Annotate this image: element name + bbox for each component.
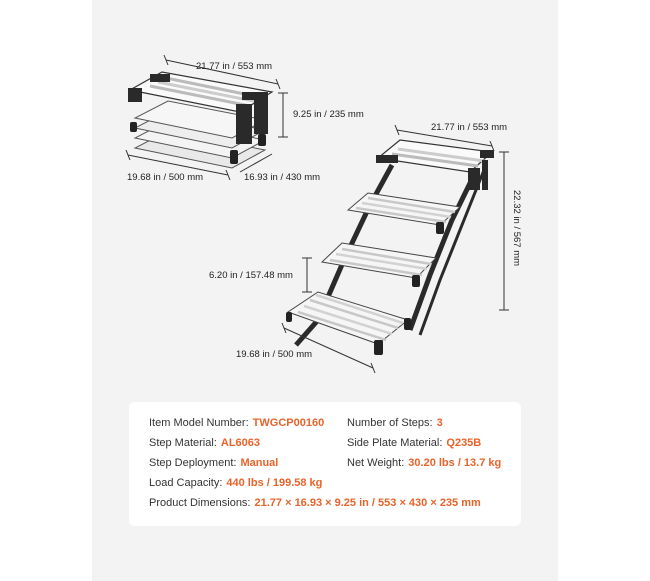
spec-product-dimensions xyxy=(149,496,481,510)
spec-weight-label: Net Weight: xyxy=(347,457,405,469)
spec-steps-label: Number of Steps: xyxy=(347,417,433,429)
spec-capacity xyxy=(149,476,322,490)
spec-deployment xyxy=(149,456,278,470)
spec-weight-value: 30.20 lbs / 13.7 kg xyxy=(408,457,502,469)
spec-material-value: AL6063 xyxy=(220,437,261,449)
folded-width-label: 21.77 in / 553 mm xyxy=(196,61,273,72)
spec-material xyxy=(149,436,260,450)
spec-deployment-value: Manual xyxy=(240,457,279,469)
spec-capacity-value: 440 lbs / 199.58 kg xyxy=(226,477,323,489)
spec-capacity-label: Load Capacity: xyxy=(149,477,223,489)
spec-product-dimensions-value: 21.77 × 16.93 × 9.25 in / 553 × 430 × 235 mm xyxy=(254,497,481,509)
spec-deployment-label: Step Deployment: xyxy=(149,457,237,469)
folded-depth-dimension xyxy=(240,154,320,183)
spec-steps-value: 3 xyxy=(436,417,443,429)
spec-side-plate-value: Q235B xyxy=(446,437,482,449)
deployed-height-dimension xyxy=(499,152,522,310)
step-rise-label: 6.20 in / 157.48 mm xyxy=(209,270,293,281)
spec-model xyxy=(149,416,324,430)
folded-depth-label: 16.93 in / 430 mm xyxy=(244,172,321,183)
step-length-label: 19.68 in / 500 mm xyxy=(236,349,313,360)
folded-height-label: 9.25 in / 235 mm xyxy=(293,109,364,120)
spec-side-plate-label: Side Plate Material: xyxy=(347,437,443,449)
folded-length-label: 19.68 in / 500 mm xyxy=(127,172,204,183)
spec-side-plate xyxy=(347,436,481,450)
deployed-width-label: 21.77 in / 553 mm xyxy=(431,122,508,133)
folded-height-dimension xyxy=(278,93,364,137)
spec-product-dimensions-label: Product Dimensions: xyxy=(149,497,251,509)
deployed-height-label: 22.32 in / 567 mm xyxy=(511,190,522,267)
spec-model-label: Item Model Number: xyxy=(149,417,249,429)
spec-steps xyxy=(347,416,443,430)
spec-model-value: TWGCP00160 xyxy=(252,417,325,429)
spec-material-label: Step Material: xyxy=(149,437,217,449)
step-rise-dimension xyxy=(209,258,312,292)
specifications-panel xyxy=(129,402,521,526)
folded-steps-drawing xyxy=(128,72,272,168)
spec-weight xyxy=(347,456,501,470)
